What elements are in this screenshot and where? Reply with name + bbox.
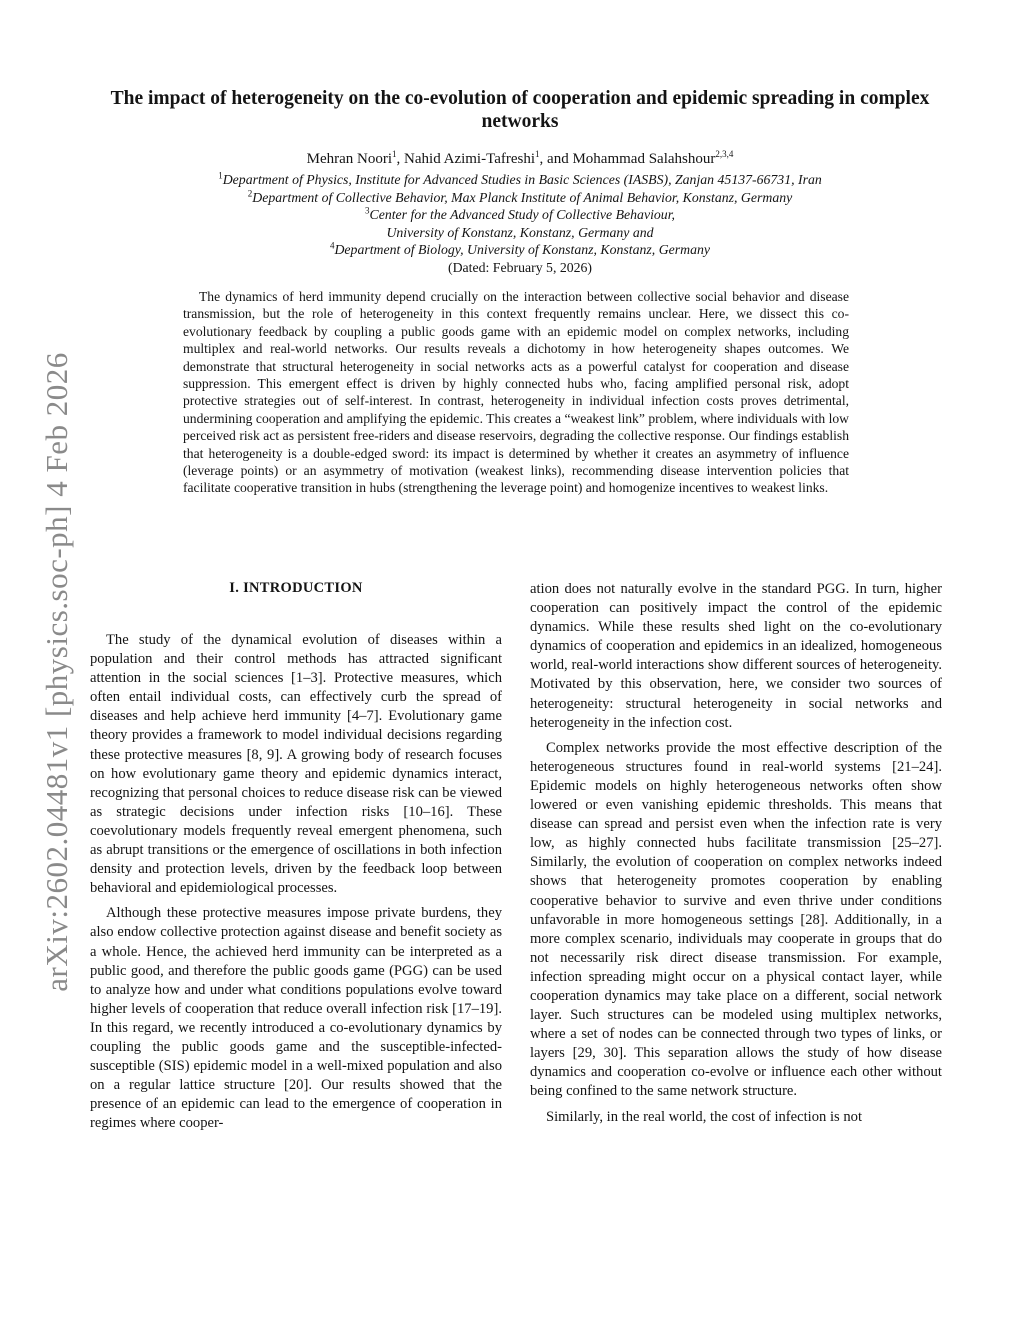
affiliation-mark: 4 bbox=[329, 240, 335, 251]
body-paragraph: Complex networks provide the most effective description of the heterogeneous structures found in real-world systems [21–24]. Epidemic models on highly heterogeneous networks often show lowered or even vanishing epidemic thresholds. This means that disease can spread and persist even when the infection rate is very low, as highly connected hubs facilitate transmission [25–27]. Similarly, the evolution of cooperation on complex networks indeed shows that heterogeneity promotes cooperation by enabling cooperative behavior to survive and even thrive under conditions unfavorable in more homogeneous settings [28]. Additionally, in a more complex scenario, individuals may cooperate in groups that do not necessarily risk direct disease transmission. For example, infection spreading might occur on a physical contact layer, while cooperation dynamics may take place on a different, social network layer. Such structures can be modeled using multiplex networks, where a set of nodes can be connected through two types of links, or layers [29, 30]. This separation allows the study of how disease dynamics and cooperation co-evolve or influence each other without being confined to the same network structure. bbox=[530, 739, 942, 1100]
author-name: Mehran Noori bbox=[306, 151, 393, 167]
arxiv-identifier-stamp: arXiv:2602.04481v1 [physics.soc-ph] 4 Feb 2026 bbox=[39, 352, 74, 992]
affiliation-line bbox=[110, 206, 930, 224]
abstract: The dynamics of herd immunity depend crucially on the interaction between collective social behavior and disease transmission, but the role of heterogeneity in this context frequently remains unclear. Here, we dissect this co-evolutionary feedback by coupling a public goods game with an epidemic model on complex networks, including multiplex and real-world networks. Our results reveals a dichotomy in how heterogeneity shapes outcomes. We demonstrate that structural heterogeneity in social networks acts as a powerful catalyst for cooperation and disease suppression. This emergent effect is driven by highly connected hubs who, facing amplified personal risk, adopt protective strategies out of self-interest. In contrast, heterogeneity in individual infection costs proves detrimental, undermining cooperation and amplifying the epidemic. This creates a “weakest link” problem, where individuals with low perceived risk act as persistent free-riders and disease reservoirs, degrading the collective response. Our findings establish that heterogeneity is a double-edged sword: its impact is determined by whether it creates an asymmetry of influence (leverage points) or an asymmetry of motivation (weakest links), recommending disease intervention policies that facilitate cooperative transition in hubs (strengthening the leverage point) and homogenize incentives to weakest links. bbox=[183, 289, 849, 496]
dated-line: (Dated: February 5, 2026) bbox=[447, 259, 593, 275]
affiliation-mark: 1 bbox=[218, 170, 223, 181]
body-paragraph: Similarly, in the real world, the cost of infection is not bbox=[546, 1108, 862, 1125]
author-name: Nahid Azimi-Tafreshi bbox=[404, 151, 536, 167]
body-paragraph: Although these protective measures impose private burdens, they also endow collective protection against disease and benefit society as a whole. Hence, the achieved herd immunity can be interpreted as a public good, and therefore the public goods game (PGG) can be used to analyze how and under what conditions populations evolve toward higher levels of cooperation that reduce overall infection risk [17–19]. In this regard, we recently introduced a co-evolutionary dynamics by coupling the public goods game and the susceptible-infected-susceptible (SIS) epidemic model in a well-mixed population and also on a regular lattice structure [20]. Our results showed that the presence of an epidemic can lead to the emergence of cooperation in regimes where cooper- bbox=[90, 905, 502, 1132]
right-column bbox=[530, 580, 942, 1127]
author-affiliation-mark: 1 bbox=[392, 149, 397, 159]
affiliations-block bbox=[110, 171, 930, 276]
affiliation-text: Department of Biology, University of Konstanz, Konstanz, Germany bbox=[334, 242, 711, 257]
affiliation-mark: 3 bbox=[365, 205, 370, 216]
affiliation-mark: 2 bbox=[247, 187, 253, 198]
section-heading: I. INTRODUCTION bbox=[229, 580, 363, 596]
author-affiliation-mark: 1 bbox=[535, 149, 540, 159]
affiliation-line bbox=[110, 189, 930, 207]
author-name: Mohammad Salahshour bbox=[572, 151, 716, 167]
affiliation-text: University of Konstanz, Konstanz, Germany and bbox=[386, 224, 654, 240]
affiliation-line bbox=[110, 224, 930, 242]
author-affiliation-mark: 2,3,4 bbox=[715, 149, 734, 159]
affiliation-text: Department of Physics, Institute for Advanced Studies in Basic Sciences (IASBS), Zanjan 45137-66731, Iran bbox=[222, 172, 822, 187]
affiliation-text: Department of Collective Behavior, Max Planck Institute of Animal Behavior, Konstanz, Germany bbox=[252, 189, 793, 205]
body-paragraph: The study of the dynamical evolution of diseases within a population and their control methods has attracted significant attention in the social sciences [1–3]. Protective measures, which often entail individual costs, can effectively curb the spread of diseases and help achieve herd immunity [4–7]. Evolutionary game theory provides a framework to model individual decisions regarding these protective measures [8, 9]. A growing body of research focuses on how evolutionary game theory and epidemic dynamics interact, recognizing that personal choices to reduce disease risk can be viewed as strategic decisions under infection risks [10–16]. These coevolutionary models frequently reveal emergent phenomena, such as abrupt transitions or the emergence of oscillations in both infection density and protection levels, driven by the feedback loop between behavioral and epidemiological processes. bbox=[90, 632, 502, 897]
author-separator: , and bbox=[539, 151, 573, 167]
left-column bbox=[90, 631, 502, 1133]
affiliation-text: Center for the Advanced Study of Collective Behaviour, bbox=[369, 207, 675, 222]
paper-title: The impact of heterogeneity on the co-evolution of cooperation and epidemic spreading in complex networks bbox=[110, 88, 930, 132]
body-paragraph: ation does not naturally evolve in the standard PGG. In turn, higher cooperation can positively impact the control of the epidemic dynamics. While these results shed light on the co-evolutionary dynamics of cooperation and epidemics in an idealized, homogeneous world, real-world interactions show different sources of heterogeneity. Motivated by this observation, here, we consider two sources of heterogeneity: structural heterogeneity in social networks and heterogeneity in the infection cost. bbox=[530, 581, 942, 731]
affiliation-line bbox=[110, 171, 930, 189]
author-list bbox=[110, 150, 930, 169]
affiliation-line bbox=[110, 241, 930, 259]
author-separator: , bbox=[396, 151, 405, 167]
